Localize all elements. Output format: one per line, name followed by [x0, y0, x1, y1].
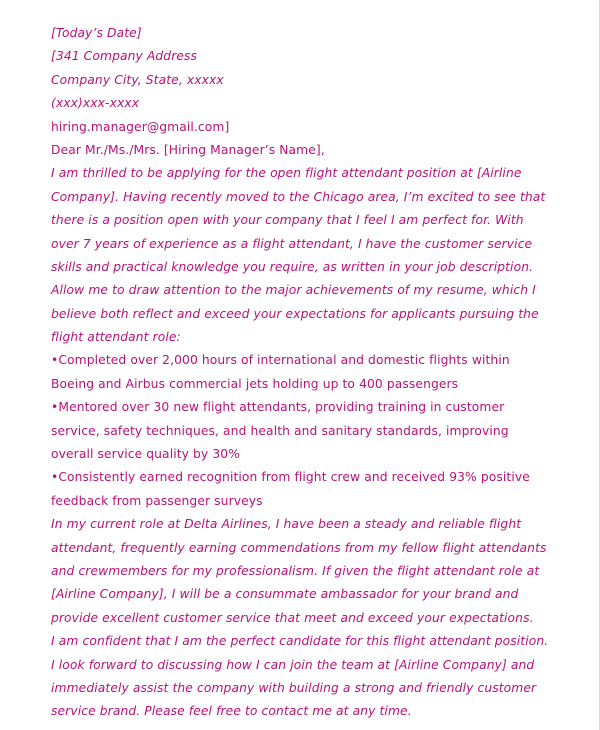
- hiring-manager-email: hiring.manager@gmail.com]: [51, 119, 230, 134]
- closing-line: [Airline Company], I will be a consummate ambassador for your brand and: [51, 587, 519, 602]
- intro-line: flight attendant role:: [51, 330, 181, 345]
- achievement-line: •Consistently earned recognition from flight crew and received 93% positive: [51, 470, 530, 485]
- company-city-state: Company City, State, xxxxx: [51, 72, 224, 87]
- achievement-line: •Mentored over 30 new flight attendants, providing training in customer: [51, 400, 505, 415]
- cover-letter: [51, 22, 591, 724]
- intro-line: Allow me to draw attention to the major achievements of my resume, which I: [51, 283, 536, 298]
- closing-line: I look forward to discussing how I can join the team at [Airline Company] and: [51, 657, 535, 672]
- intro-line: believe both reflect and exceed your expectations for applicants pursuing the: [51, 306, 539, 321]
- closing-line: provide excellent customer service that meet and exceed your expectations.: [51, 610, 534, 625]
- achievement-line: Boeing and Airbus commercial jets holding up to 400 passengers: [51, 376, 459, 391]
- intro-line: over 7 years of experience as a flight attendant, I have the customer service: [51, 236, 533, 251]
- achievement-line: •Completed over 2,000 hours of international and domestic flights within: [51, 353, 510, 368]
- closing-line: In my current role at Delta Airlines, I have been a steady and reliable flight: [51, 517, 522, 532]
- intro-line: skills and practical knowledge you require, as written in your job description.: [51, 259, 534, 274]
- letter-date: [Today’s Date]: [51, 26, 142, 40]
- company-address: [341 Company Address: [51, 49, 198, 64]
- company-phone: (xxx)xxx-xxxx: [51, 96, 140, 111]
- intro-line: I am thrilled to be applying for the open flight attendant position at [Airline: [51, 166, 522, 181]
- closing-line: I am confident that I am the perfect candidate for this flight attendant position.: [51, 634, 549, 649]
- intro-line: there is a position open with your company that I feel I am perfect for. With: [51, 213, 524, 228]
- closing-line: and crewmembers for my professionalism. If given the flight attendant role at: [51, 563, 540, 578]
- achievement-line: feedback from passenger surveys: [51, 493, 263, 508]
- closing-line: service brand. Please feel free to contact me at any time.: [51, 704, 412, 719]
- closing-line: immediately assist the company with building a strong and friendly customer: [51, 680, 537, 695]
- intro-line: Company]. Having recently moved to the Chicago area, I’m excited to see that: [51, 189, 546, 204]
- salutation: Dear Mr./Ms./Mrs. [Hiring Manager’s Name],: [51, 142, 325, 157]
- closing-line: attendant, frequently earning commendations from my fellow flight attendants: [51, 540, 547, 555]
- achievement-line: service, safety techniques, and health and sanitary standards, improving: [51, 423, 509, 438]
- achievement-line: overall service quality by 30%: [51, 447, 240, 462]
